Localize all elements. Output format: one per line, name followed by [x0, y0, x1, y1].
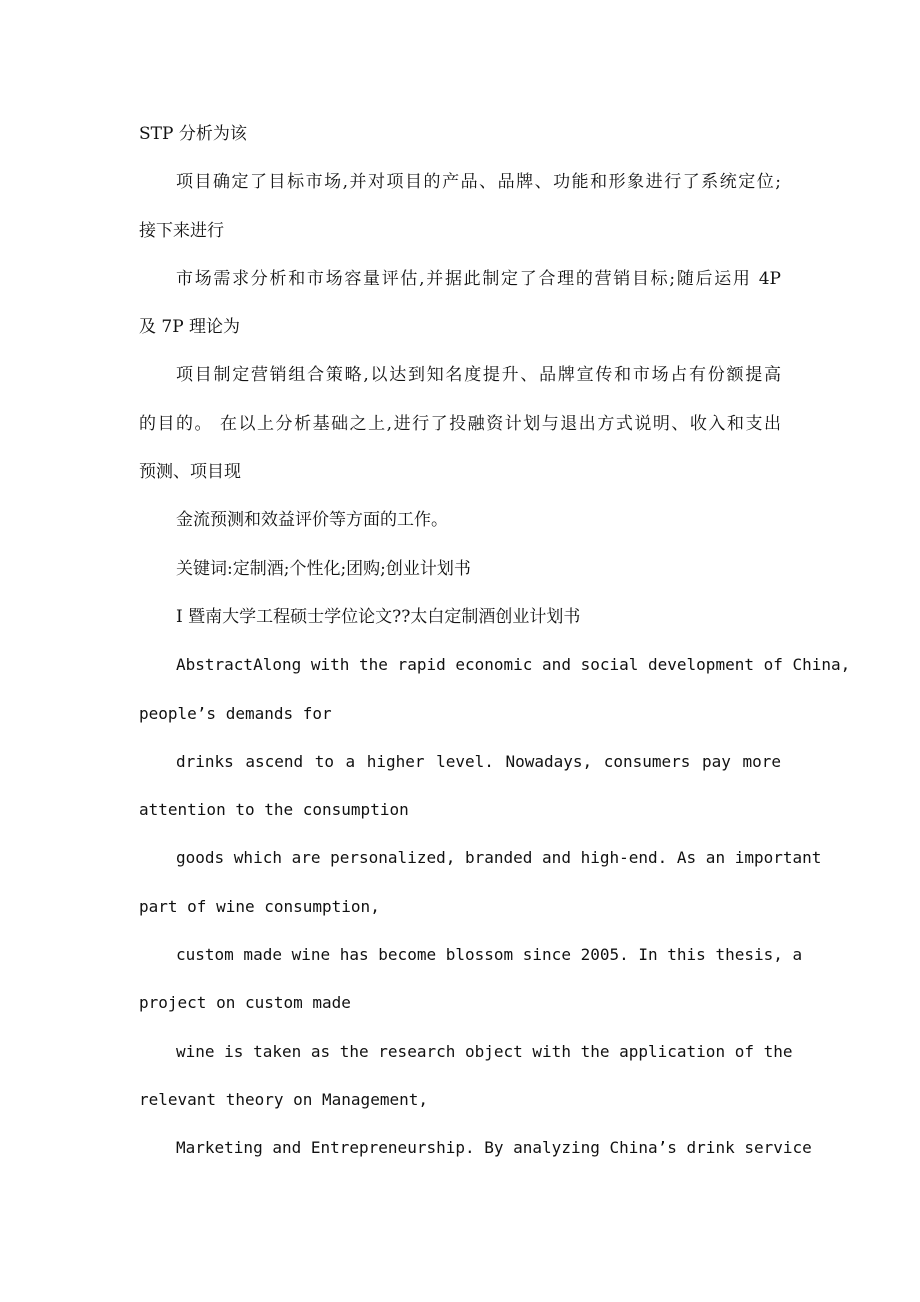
text-line: 接下来进行	[139, 220, 224, 241]
text-line: drinks ascend to a higher level. Nowadays, consumers pay more	[176, 751, 781, 771]
paragraph-abstract-1	[139, 641, 851, 738]
text-line: custom made wine has become blossom since 2005. In this thesis, a	[176, 945, 803, 965]
text-line: relevant theory on Management,	[139, 1089, 428, 1109]
paragraph-abstract-5	[139, 1028, 793, 1125]
paragraph-target-market	[139, 158, 781, 255]
text-line: AbstractAlong with the rapid economic and social development of China,	[176, 655, 851, 675]
text-line: goods which are personalized, branded and high-end. As an important	[176, 848, 822, 868]
paragraph-keywords	[139, 545, 781, 593]
text-line: part of wine consumption,	[139, 896, 380, 916]
paragraph-abstract-4	[139, 931, 803, 1028]
text-line: Marketing and Entrepreneurship. By analyzing China’s drink service	[176, 1138, 812, 1158]
paragraph-marketing-mix	[139, 351, 781, 496]
running-header-line: I 暨南大学工程硕士学位论文??太白定制酒创业计划书	[176, 606, 581, 627]
document-page	[139, 110, 851, 1173]
paragraph-demand-analysis	[139, 255, 781, 352]
text-line: 预测、项目现	[139, 462, 241, 483]
paragraph-stp	[139, 110, 781, 158]
text-line: 金流预测和效益评价等方面的工作。	[176, 510, 448, 531]
text-line: 市场需求分析和市场容量评估,并据此制定了合理的营销目标;随后运用 4P	[176, 268, 781, 289]
paragraph-abstract-6	[139, 1124, 812, 1172]
text-line: 的目的。 在以上分析基础之上,进行了投融资计划与退出方式说明、收入和支出	[139, 413, 781, 434]
text-line: 项目制定营销组合策略,以达到知名度提升、品牌宣传和市场占有份额提高	[176, 365, 781, 386]
paragraph-running-header	[139, 593, 781, 641]
text-line: 项目确定了目标市场,并对项目的产品、品牌、功能和形象进行了系统定位;	[176, 172, 781, 193]
text-line: people’s demands for	[139, 703, 332, 723]
text-line: project on custom made	[139, 993, 351, 1013]
text-line: attention to the consumption	[139, 800, 409, 820]
keywords-line: 关键词:定制酒;个性化;团购;创业计划书	[176, 558, 471, 579]
text-line: wine is taken as the research object with the application of the	[176, 1041, 793, 1061]
text-line: 及 7P 理论为	[139, 317, 241, 338]
paragraph-cashflow	[139, 496, 781, 544]
paragraph-abstract-2	[139, 738, 781, 835]
paragraph-abstract-3	[139, 834, 822, 931]
text-line: STP 分析为该	[139, 124, 247, 144]
